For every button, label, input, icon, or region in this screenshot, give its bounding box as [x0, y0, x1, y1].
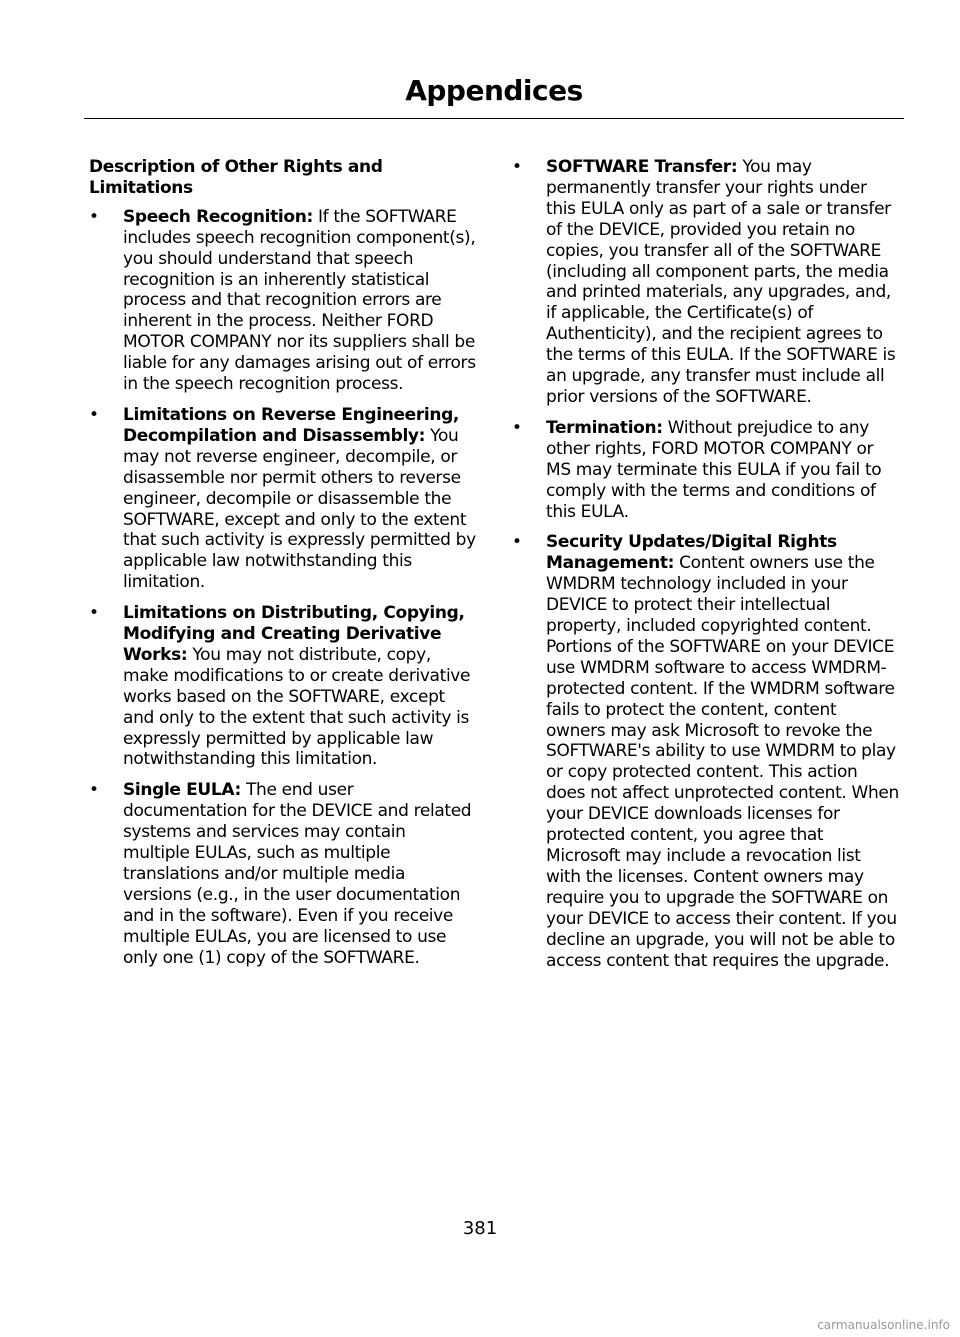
bullet-term: Speech Recognition:	[123, 206, 313, 227]
bullet-term: Limitations on Reverse Engineering, Decompilation and Disassembly:	[123, 404, 460, 446]
bullet-term: Single EULA:	[123, 780, 241, 801]
page-number: 381	[462, 1218, 498, 1239]
bullet-icon: •	[89, 603, 99, 624]
bullet-icon: •	[512, 157, 522, 177]
watermark: carmanualsonline.info	[817, 1318, 950, 1332]
bullet-termination	[512, 418, 900, 523]
section-title: Description of Other Rights and Limitations	[89, 157, 383, 198]
bullet-text: Content owners use the WMDRM technology included in your DEVICE to protect their intellectual property, included copyrighted content. Portions of the SOFTWARE on your DEVICE use WMDRM software to access WMDRM-protected content. If the WMDRM software fails to protect the content, content owners may ask Microsoft to revoke the SOFTWARE's ability to use WMDRM to play or copy protected content. This action does not affect unprotected content. When your DEVICE downloads licenses for protected content, you agree that Microsoft may include a revocation list with the licenses. Content owners may require you to upgrade the SOFTWARE on your DEVICE to access their content. If you decline an upgrade, you will not be able to access content that requires the upgrade.	[546, 553, 899, 971]
bullet-icon: •	[512, 417, 522, 438]
bullet-icon: •	[89, 404, 99, 425]
bullet-speech-recognition	[89, 207, 477, 395]
bullet-icon: •	[512, 532, 522, 553]
page-header-title: Appendices	[405, 74, 583, 107]
bullet-term: Limitations on Distributing, Copying, Modifying and Creating Derivative Works:	[123, 603, 465, 665]
bullet-term: Security Updates/Digital Rights Management:	[546, 532, 837, 574]
bullet-single-eula	[89, 780, 477, 968]
bullet-software-transfer	[512, 157, 900, 408]
header-rule	[84, 118, 904, 119]
bullet-text: You may not distribute, copy, make modifications to or create derivative works based on the SOFTWARE, except and only to the extent that such activity is expressly permitted by applicable law notwithstanding this limitation.	[123, 644, 471, 770]
left-column	[89, 157, 477, 979]
bullet-security-updates	[512, 532, 900, 971]
right-column	[512, 157, 900, 981]
bullet-derivative-works	[89, 603, 477, 770]
bullet-reverse-engineering	[89, 405, 477, 593]
bullet-term: SOFTWARE Transfer:	[546, 157, 738, 177]
bullet-icon: •	[89, 780, 99, 801]
bullet-text: You may permanently transfer your rights under this EULA only as part of a sale or transfer of the DEVICE, provided you retain no copies, you transfer all of the SOFTWARE (including all component parts, the media and printed materials, any upgrades, and, if applicable, the Certificate(s) of Authenticity), and the recipient agrees to the terms of this EULA. If the SOFTWARE is an upgrade, any transfer must include all prior versions of the SOFTWARE.	[546, 157, 896, 407]
bullet-text: You may not reverse engineer, decompile, or disassemble nor permit others to reverse engineer, decompile or disassemble the SOFTWARE, except and only to the extent that such activity is expressly permitted by applicable law notwithstanding this limitation.	[123, 425, 476, 593]
bullet-icon: •	[89, 206, 99, 227]
bullet-text: If the SOFTWARE includes speech recognition component(s), you should understand that speech recognition is an inherently statistical process and that recognition errors are inherent in the process. Neither FORD MOTOR COMPANY nor its suppliers shall be liable for any damages arising out of errors in the speech recognition process.	[123, 206, 476, 395]
bullet-text: The end user documentation for the DEVICE and related systems and services may contain multiple EULAs, such as multiple translations and/or multiple media versions (e.g., in the user documentation and in the software). Even if you receive multiple EULAs, you are licensed to use only one (1) copy of the SOFTWARE.	[123, 780, 472, 968]
bullet-term: Termination:	[546, 417, 663, 438]
bullet-text: Without prejudice to any other rights, FORD MOTOR COMPANY or MS may terminate this EULA if you fail to comply with the terms and conditions of this EULA.	[546, 417, 882, 522]
